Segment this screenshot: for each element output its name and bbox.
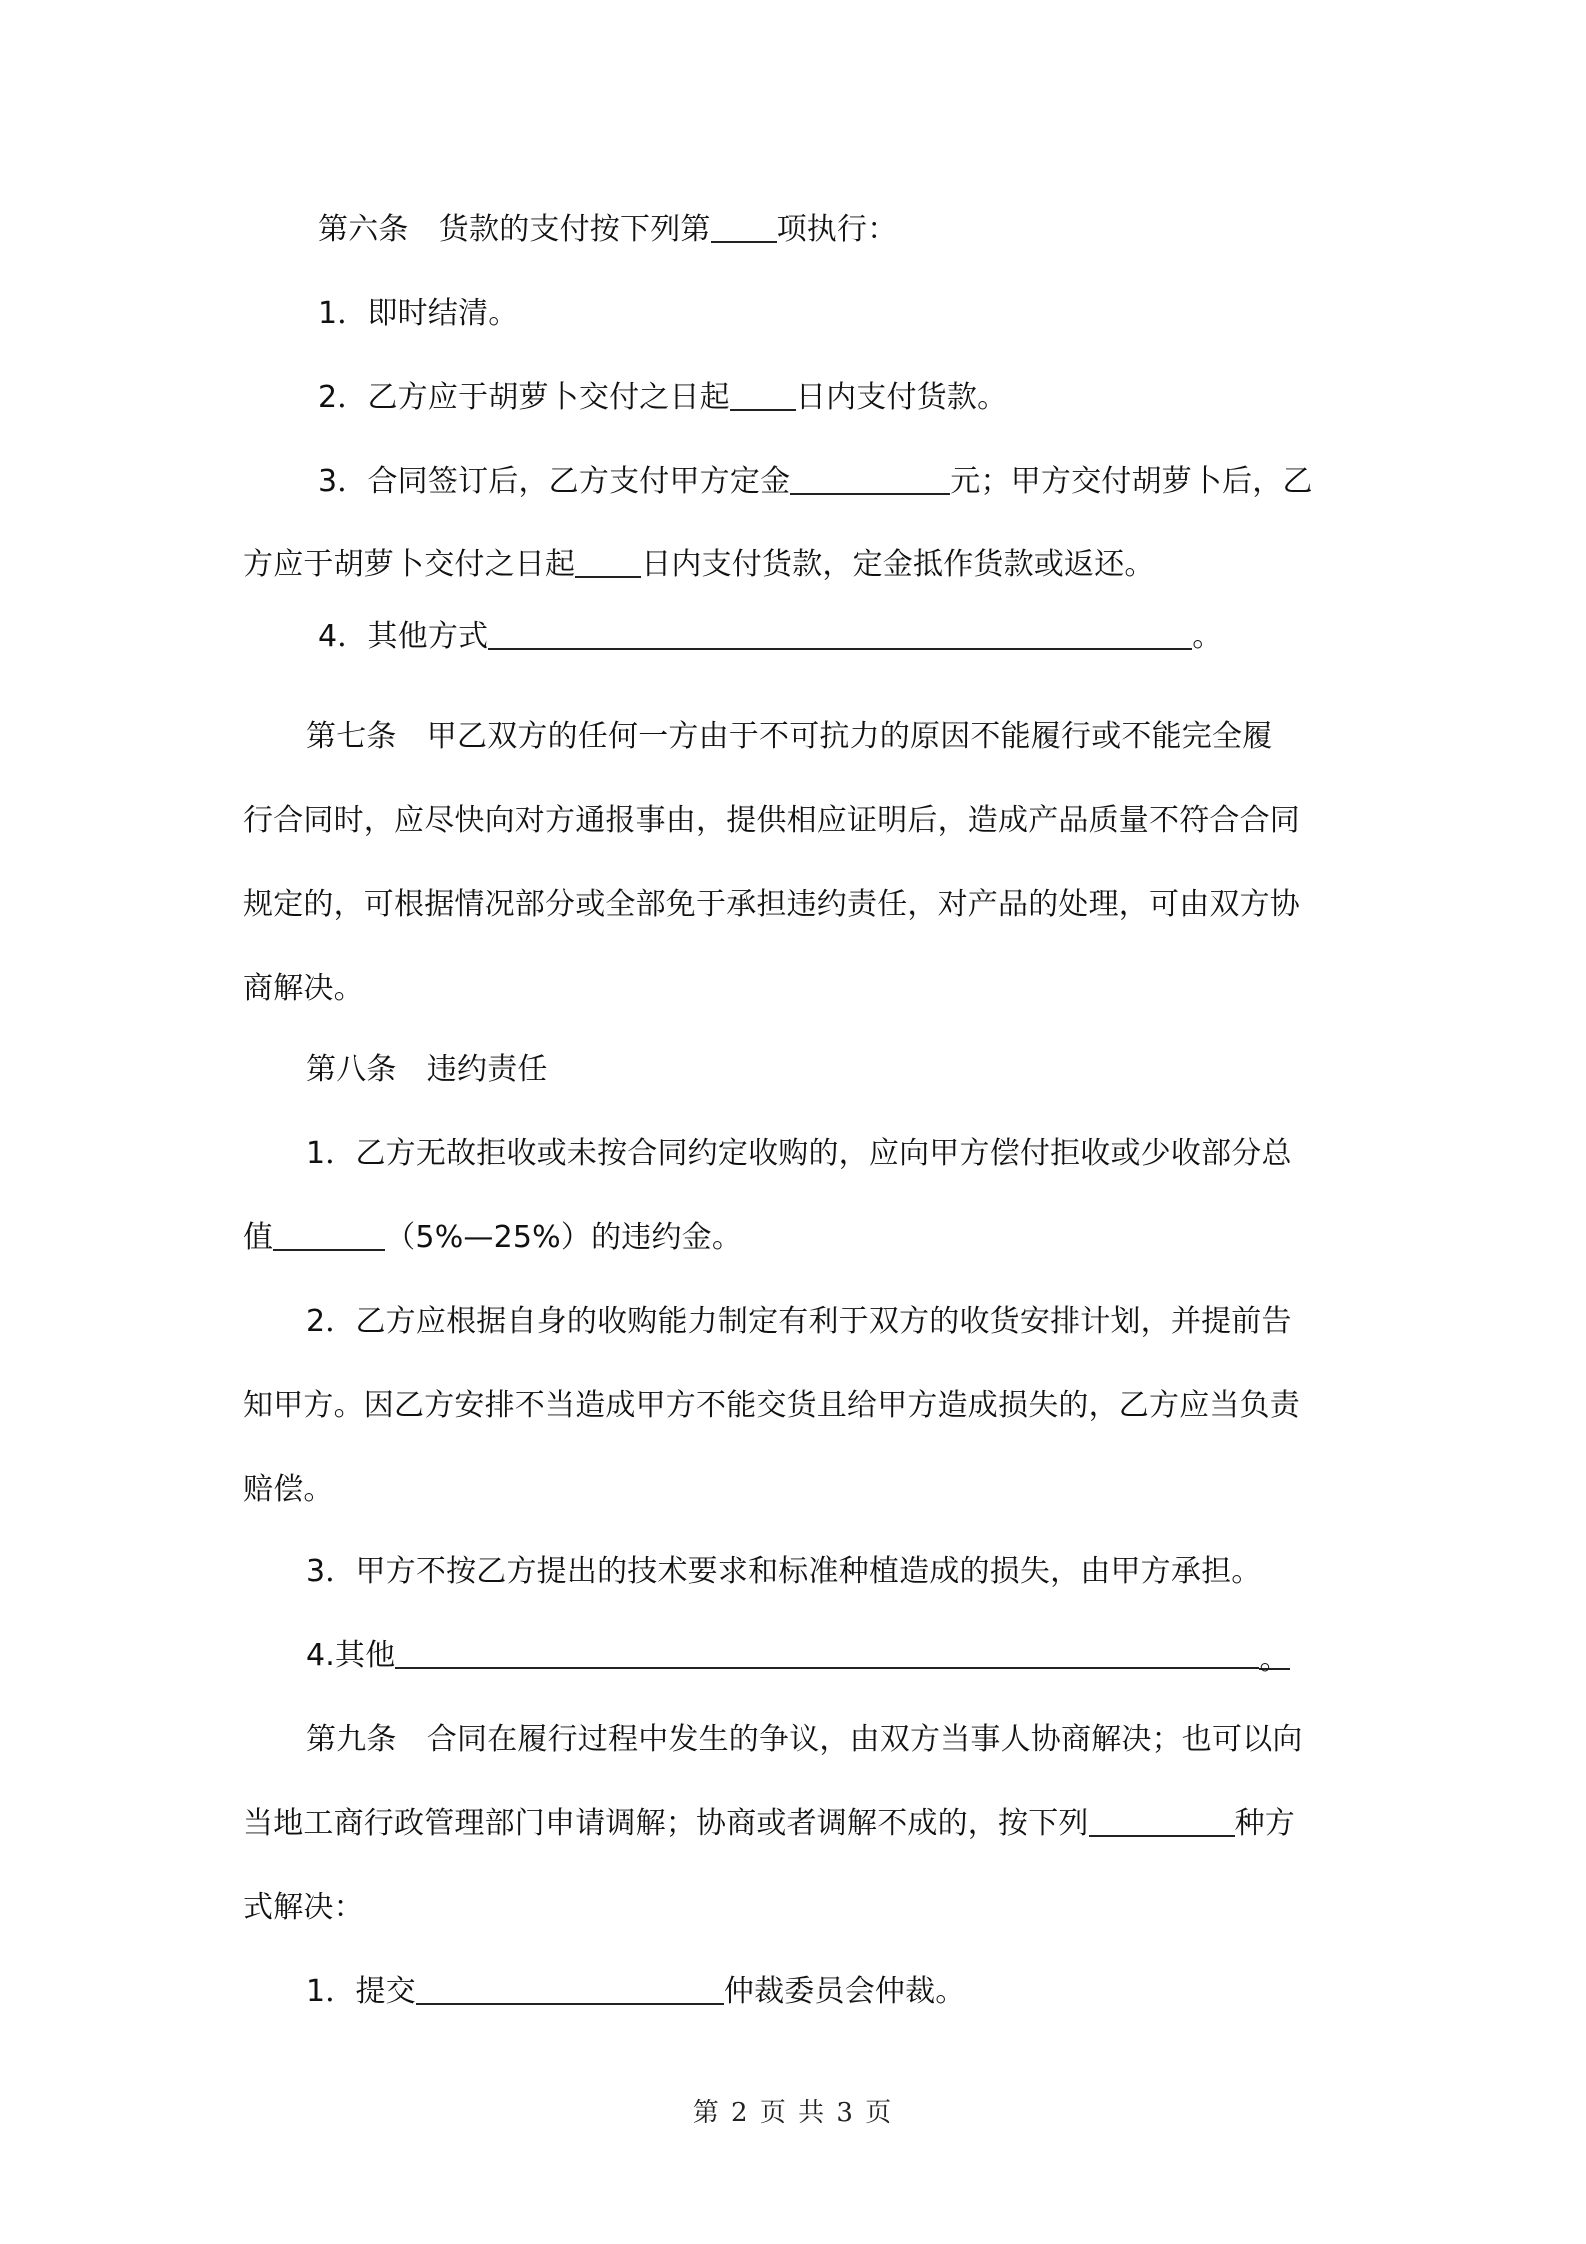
article6-item3-text-mid: 元；甲方交付胡萝卜后，乙	[950, 464, 1313, 499]
fill-blank-other-liability[interactable]	[395, 1639, 1259, 1669]
fill-blank-arbitration-committee[interactable]	[416, 1975, 724, 2005]
article8-item4-text-end: 。	[1259, 1642, 1290, 1677]
page-footer	[0, 2096, 1586, 2130]
article6-item2	[318, 378, 1007, 418]
article6-item4-text: 4．其他方式	[318, 619, 489, 654]
article9-line1-text: 第九条 合同在履行过程中发生的争议，由双方当事人协商解决；也可以向	[306, 1722, 1303, 1757]
article8-item3	[306, 1552, 1262, 1592]
article9-item1-text-end: 仲裁委员会仲裁。	[723, 1974, 966, 2009]
fill-blank-total-value[interactable]	[273, 1221, 385, 1251]
article6-item2-text: 2．乙方应于胡萝卜交付之日起	[318, 380, 730, 415]
article9-line2-text: 当地工商行政管理部门申请调解；协商或者调解不成的，按下列	[243, 1806, 1089, 1841]
article9-line1	[306, 1720, 1303, 1760]
article6-item4-text-end: 。	[1192, 619, 1223, 654]
article8-item1-line2-text-end: （5%—25%）的违约金。	[385, 1220, 743, 1255]
article7-line3-text: 规定的，可根据情况部分或全部免于承担违约责任，对产品的处理，可由双方协	[243, 887, 1300, 922]
article7-line2	[243, 801, 1300, 841]
article6-heading	[318, 210, 897, 250]
article6-item1	[318, 294, 519, 334]
article8-item4-text: 4.其他	[306, 1638, 396, 1673]
article8-item2-line2-text: 知甲方。因乙方安排不当造成甲方不能交货且给甲方造成损失的，乙方应当负责	[243, 1388, 1300, 1423]
article8-item1-line2-text: 值	[243, 1220, 274, 1255]
page-number-info: 第 2 页 共 3 页	[692, 2098, 894, 2128]
article9-line3	[243, 1888, 364, 1928]
article7-line1	[306, 717, 1272, 757]
fill-blank-days-2[interactable]	[575, 548, 641, 578]
article8-item4-end	[1259, 1640, 1290, 1677]
article6-item4	[318, 617, 1223, 657]
article6-heading-text: 第六条 货款的支付按下列第	[318, 212, 711, 247]
article9-line3-text: 式解决：	[243, 1890, 364, 1925]
article9-line2	[243, 1804, 1295, 1844]
article9-item1-text: 1．提交	[306, 1974, 416, 2009]
article8-item2-line3	[243, 1470, 334, 1510]
fill-blank-deposit[interactable]	[790, 465, 950, 495]
article9-item1	[306, 1972, 966, 2012]
article6-item3	[318, 462, 1313, 502]
fill-blank-item-number[interactable]	[711, 213, 777, 243]
article6-heading-text-end: 项执行：	[776, 212, 898, 247]
article8-item1-line1-text: 1．乙方无故拒收或未按合同约定收购的，应向甲方偿付拒收或少收部分总	[306, 1136, 1292, 1171]
article8-item2-line3-text: 赔偿。	[243, 1472, 334, 1507]
article8-heading-text: 第八条 违约责任	[306, 1052, 548, 1087]
article7-line4	[243, 969, 364, 1009]
article8-item2-line2	[243, 1386, 1300, 1426]
article6-item3-line2-text: 方应于胡萝卜交付之日起	[243, 547, 576, 582]
article8-heading	[306, 1050, 548, 1090]
article6-item2-text-end: 日内支付货款。	[795, 380, 1008, 415]
article6-item3-text: 3．合同签订后，乙方支付甲方定金	[318, 464, 791, 499]
article7-line1-text: 第七条 甲乙双方的任何一方由于不可抗力的原因不能履行或不能完全履	[306, 719, 1273, 754]
article9-line2-text-end: 种方	[1234, 1806, 1296, 1841]
article7-line2-text: 行合同时，应尽快向对方通报事由，提供相应证明后，造成产品质量不符合合同	[243, 803, 1300, 838]
article7-line3	[243, 885, 1300, 925]
fill-blank-resolution-method[interactable]	[1089, 1807, 1235, 1837]
article8-item2-line1-text: 2．乙方应根据自身的收购能力制定有利于双方的收货安排计划，并提前告	[306, 1304, 1292, 1339]
article6-item3-line2-text-end: 日内支付货款，定金抵作货款或返还。	[641, 547, 1155, 582]
fill-blank-days[interactable]	[730, 381, 796, 411]
article7-line4-text: 商解决。	[243, 971, 364, 1006]
article8-item4	[306, 1636, 1290, 1676]
article8-item3-text: 3．甲方不按乙方提出的技术要求和标准种植造成的损失，由甲方承担。	[306, 1554, 1262, 1589]
article6-item3-continued	[243, 545, 1155, 585]
fill-blank-other-method[interactable]	[488, 620, 1192, 650]
article8-item1-line2	[243, 1218, 742, 1258]
article8-item2-line1	[306, 1302, 1292, 1342]
article6-item1-text: 1．即时结清。	[318, 296, 519, 331]
article8-item1-line1	[306, 1134, 1292, 1174]
